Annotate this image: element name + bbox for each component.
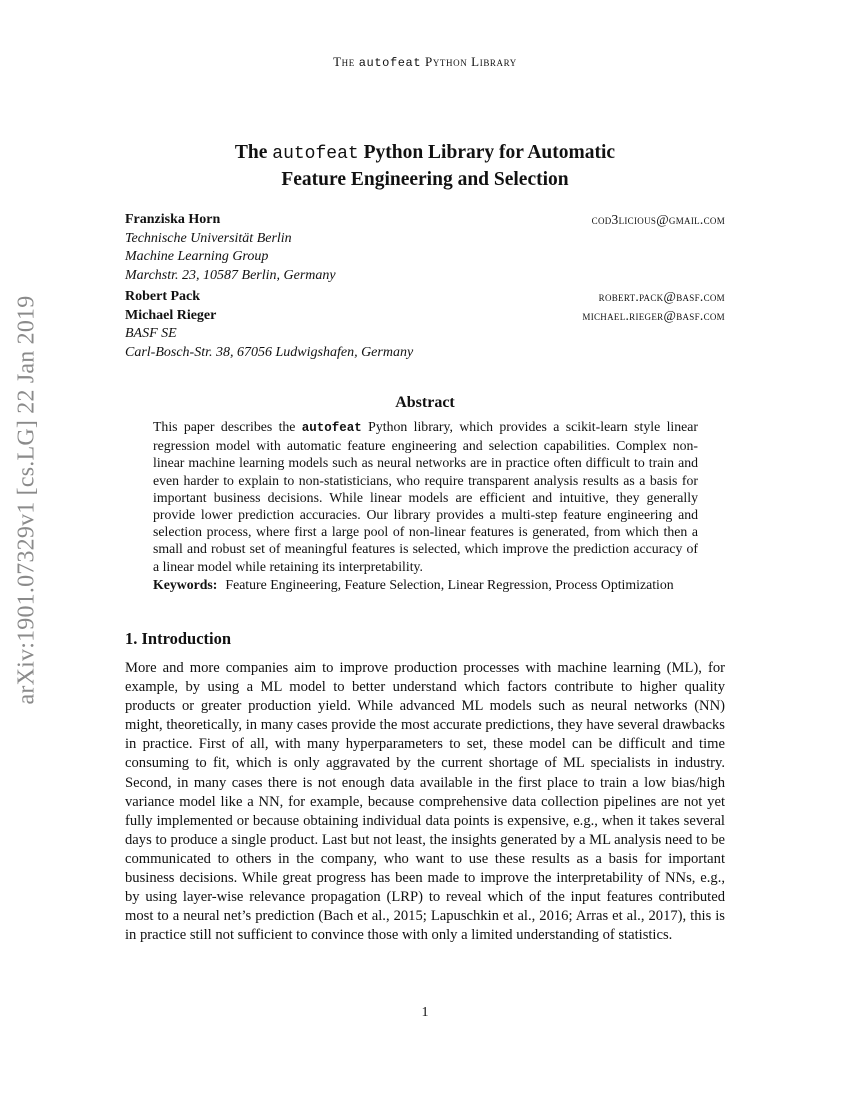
keywords bbox=[153, 576, 698, 593]
abstract-code: autofeat bbox=[301, 421, 362, 435]
affiliation-line: Technische Universität Berlin bbox=[125, 230, 292, 246]
author-email-horn[interactable]: cod3licious@gmail.com bbox=[591, 212, 725, 227]
affiliation-line: Carl-Bosch-Str. 38, 67056 Ludwigshafen, Germany bbox=[125, 344, 414, 360]
abstract-post: Python library, which provides a scikit-learn style linear regression model with automatic feature engineering and selection capabilities. Complex non-linear machine learning models such as neural networks are in practice often difficult to train and even harder to explain to non-statisticians, who require transparent analysis results as a basis for important business decisions. While linear models are efficient and intuitive, they generally provide lower prediction accuracies. Our library provides a multi-step feature engineering and selection process, where first a large pool of non-linear features is generated, from which then a small and robust set of meaningful features is selected, which improve the prediction accuracy of a linear model while retaining its interpretability. bbox=[153, 419, 698, 574]
author-name-horn: Franziska Horn bbox=[125, 212, 221, 227]
running-head-code: autofeat bbox=[358, 56, 422, 70]
running-head-pre: The bbox=[333, 54, 359, 69]
title-line-1 bbox=[125, 140, 725, 167]
paper-title bbox=[125, 140, 725, 192]
author-block-2 bbox=[125, 288, 725, 362]
author-name-rieger: Michael Rieger bbox=[125, 307, 217, 323]
keywords-label: Keywords: bbox=[153, 576, 218, 592]
author-name-pack: Robert Pack bbox=[125, 289, 201, 304]
author-email-pack[interactable]: robert.pack@basf.com bbox=[598, 289, 725, 304]
page-number: 1 bbox=[421, 1005, 429, 1020]
running-head bbox=[0, 54, 850, 70]
introduction-body bbox=[125, 659, 725, 945]
author-email-rieger[interactable]: michael.rieger@basf.com bbox=[582, 307, 725, 323]
running-head-post: Python Library bbox=[421, 54, 517, 69]
abstract-pre: This paper describes the bbox=[153, 419, 302, 434]
affiliation-line: BASF SE bbox=[125, 326, 177, 341]
affiliation-line: Marchstr. 23, 10587 Berlin, Germany bbox=[125, 267, 336, 283]
abstract-body bbox=[153, 418, 698, 593]
abstract-heading: Abstract bbox=[395, 394, 455, 411]
arxiv-stamp bbox=[4, 295, 50, 705]
abstract-text bbox=[153, 418, 698, 575]
title-pre: The bbox=[234, 142, 273, 163]
arxiv-identifier: arXiv:1901.07329v1 [cs.LG] 22 Jan 2019 bbox=[13, 295, 40, 705]
author-block-1 bbox=[125, 211, 725, 285]
keywords-list: Feature Engineering, Feature Selection, Linear Regression, Process Optimization bbox=[225, 576, 674, 592]
affiliation-line: Machine Learning Group bbox=[125, 249, 269, 264]
title-line1-post: Python Library for Automatic bbox=[358, 142, 616, 163]
title-line-2: Feature Engineering and Selection bbox=[281, 169, 569, 190]
title-code: autofeat bbox=[272, 144, 359, 164]
introduction-paragraph: More and more companies aim to improve production processes with machine learning (ML), for example, by using a ML model to better understand which factors contribute to higher quality products or greater production yield. While advanced ML models such as neural networks (NN) might, theoretically, in many cases provide the most accurate predictions, they have several drawbacks in practice. First of all, with many hyperparameters to set, these model can be difficult and time consuming to fit, which is only aggravated by the current shortage of ML specialists in industry. Second, in many cases there is not enough data available in the first place to train a low bias/high variance model like a NN, for example, because comprehensive data collection pipelines are not yet fully implemented or because obtaining individual data points is expensive, e.g., when it takes several days to produce a single product. Last but not least, the insights generated by a ML analysis need to be communicated to others in the company, who want to use these results as a basis for important business decisions. While great progress has been made to improve the interpretability of NNs, e.g., by using layer-wise relevance propagation (LRP) to reveal which of the input features contributed most to a neural net’s prediction (Bach et al., 2015; Lapuschkin et al., 2016; Arras et al., 2017), this is in practice still not sufficient to convince those with only a limited understanding of statistics. bbox=[125, 660, 725, 944]
section-heading-introduction: 1. Introduction bbox=[125, 629, 232, 648]
